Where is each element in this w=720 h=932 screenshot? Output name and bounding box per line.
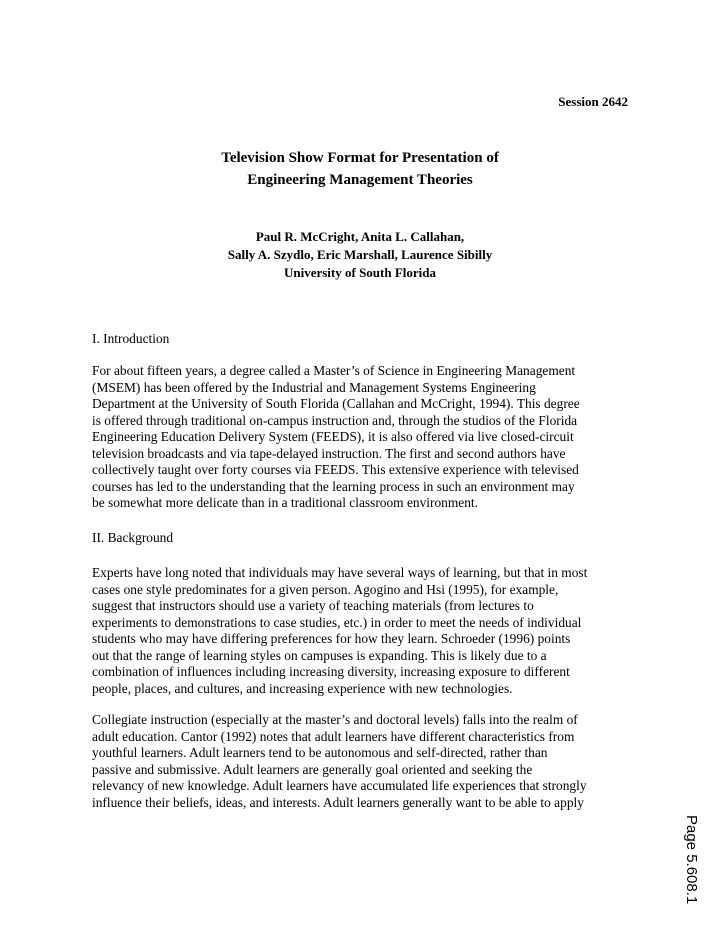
paragraph-line: out that the range of learning styles on campuses is expanding. This is likely due to a <box>92 647 547 663</box>
paragraph-line: youthful learners. Adult learners tend to be autonomous and self-directed, rather than <box>92 745 548 760</box>
affiliation: University of South Florida <box>283 265 437 280</box>
paragraph-line: Department at the University of South Florida (Callahan and McCright, 1994). This degree <box>92 396 580 411</box>
paragraph-line: relevancy of new knowledge. Adult learners have accumulated life experiences that strongly <box>92 778 587 793</box>
authors-line-1: Paul R. McCright, Anita L. Callahan, <box>255 229 465 244</box>
paragraph-line: cases one style predominates for a given person. Agogino and Hsi (1995), for example, <box>92 581 559 597</box>
paragraph-line: be somewhat more delicate than in a traditional classroom environment. <box>92 495 478 510</box>
page-number: Page 5.608.1 <box>683 815 700 905</box>
paragraph-line: passive and submissive. Adult learners are generally goal oriented and seeking the <box>92 761 533 777</box>
paragraph-line: experiments to demonstrations to case studies, etc.) in order to meet the needs of individual <box>92 614 582 630</box>
background-paragraph-1 <box>92 565 642 697</box>
introduction-heading: I. Introduction <box>92 331 170 346</box>
paragraph-line: courses has led to the understanding that the learning process in such an environment may <box>92 478 575 494</box>
paper-title <box>0 147 720 191</box>
authors-line-2: Sally A. Szydlo, Eric Marshall, Laurence Sibilly <box>227 247 493 262</box>
title-line-1: Television Show Format for Presentation of <box>221 150 499 166</box>
introduction-paragraph <box>92 363 642 512</box>
paragraph-line: adult education. Cantor (1992) notes that adult learners have different characteristics from <box>92 728 575 744</box>
author-block <box>0 228 720 282</box>
paragraph-line: Collegiate instruction (especially at the master’s and doctoral levels) falls into the realm of <box>92 712 578 727</box>
paragraph-line: suggest that instructors should use a variety of teaching materials (from lectures to <box>92 598 534 613</box>
background-heading: II. Background <box>92 530 174 545</box>
paragraph-line: collectively taught over forty courses via FEEDS. This extensive experience with televised <box>92 462 579 477</box>
paragraph-line: is offered through traditional on-campus instruction and, through the studios of the Florida <box>92 412 578 428</box>
paragraph-line: combination of influences including increasing diversity, increasing exposure to different <box>92 664 570 679</box>
paragraph-line: influence their beliefs, ideas, and interests. Adult learners generally want to be able to apply <box>92 794 584 810</box>
title-line-2: Engineering Management Theories <box>247 172 473 188</box>
paragraph-line: people, places, and cultures, and increasing experience with new technologies. <box>92 680 513 696</box>
paragraph-line: For about fifteen years, a degree called a Master’s of Science in Engineering Management <box>92 363 576 378</box>
background-paragraph-2 <box>92 712 642 811</box>
session-number: Session 2642 <box>558 94 628 109</box>
paragraph-line: (MSEM) has been offered by the Industrial and Management Systems Engineering <box>92 379 536 395</box>
paragraph-line: Experts have long noted that individuals may have several ways of learning, but that in most <box>92 565 588 580</box>
paragraph-line: television broadcasts and via tape-delayed instruction. The first and second authors have <box>92 445 566 461</box>
paragraph-line: Engineering Education Delivery System (FEEDS), it is also offered via live closed-circuit <box>92 429 574 444</box>
paragraph-line: students who may have differing preferences for how they learn. Schroeder (1996) points <box>92 631 571 646</box>
